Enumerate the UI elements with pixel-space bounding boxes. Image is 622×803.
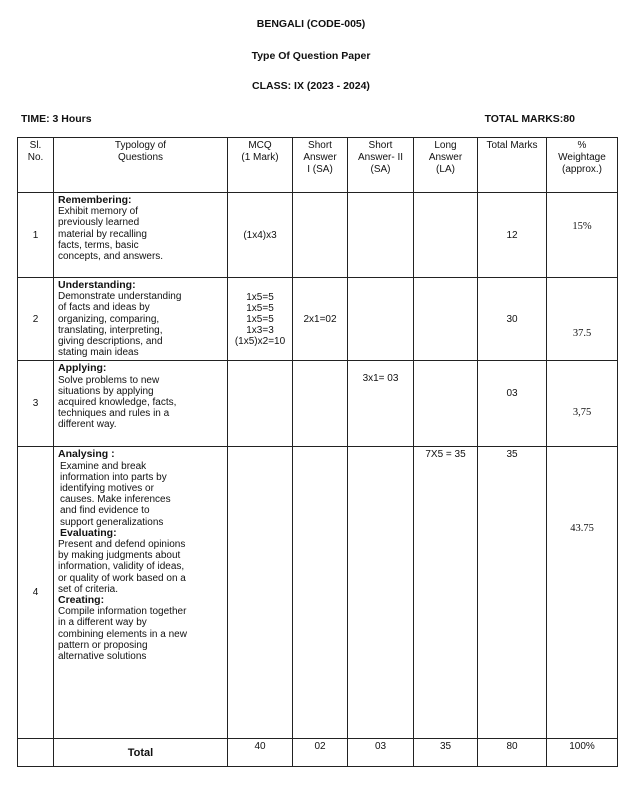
header-mcq-line: (1 Mark) [241,152,279,163]
mcq-line: (1x4)x3 [243,229,277,241]
header-weight-line: % [577,140,587,151]
typology-line: concepts, and answers. [58,251,164,263]
typology-line: or quality of work based on a [58,572,186,584]
row-sa1: 2x1=02 [293,278,348,361]
typology-heading: Analysing : [58,448,115,461]
typology-line: Exhibit memory of [58,206,139,218]
row-mcq [228,447,293,739]
typology-line: acquired knowledge, facts, [58,397,177,409]
table-row [18,361,618,447]
row-typology [54,278,228,361]
total-row-sl [18,739,54,767]
total-row [18,739,618,767]
total-la: 35 [414,739,478,767]
header-sl-line: Sl. [29,140,42,151]
typology-line: identifying motives or [60,483,154,495]
typology-line: of facts and ideas by [58,302,150,314]
blueprint-table [17,137,618,767]
row-sl: 3 [18,361,54,447]
typology-line: support generalizations [60,516,164,528]
typology-line: organizing, comparing, [58,313,160,325]
header-weight-line: (approx.) [561,164,602,175]
header-row [18,138,618,193]
header-sa1-line: Short [308,140,332,151]
typology-line: information, validity of ideas, [58,561,185,573]
typology-line: techniques and rules in a [58,408,170,420]
typology-line: pattern or proposing [58,639,148,651]
header-total-line: Total Marks [486,140,538,151]
header-mcq [228,138,293,193]
typology-line: translating, interpreting, [58,324,163,336]
typology-line: combining elements in a new [58,628,187,640]
typology-line: information into parts by [60,471,167,483]
row-sa1 [293,193,348,278]
total-label: Total [54,739,228,767]
table-row [18,193,618,278]
mcq-line: 1x5=5 [246,303,274,314]
row-mcq [228,278,293,361]
mcq-line: 1x5=5 [246,314,274,325]
typology-line: alternative solutions [58,651,147,663]
header-sa2-line: Short [368,140,393,151]
header-sa2 [348,138,414,193]
header-weight-line: Weightage [558,152,606,163]
typology-line: Present and defend opinions [58,539,186,551]
row-sl: 1 [18,193,54,278]
row-sa1 [293,361,348,447]
row-la [414,361,478,447]
header-weightage [547,138,618,193]
header-sa2-line: Answer- II [357,152,403,163]
typology-line: facts, terms, basic [58,239,139,251]
row-la [414,278,478,361]
header-mcq-line: MCQ [248,140,272,151]
header-sa1-line: Answer [303,152,337,163]
typology-line: set of criteria. [58,583,119,595]
typology-line: Demonstrate understanding [58,291,182,303]
table-row [18,278,618,361]
header-la-line: Long [434,140,457,151]
typology-line: causes. Make inferences [60,494,171,506]
total-weightage: 100% [547,739,618,767]
row-mcq [228,193,293,278]
row-weightage: 37.5 [547,278,618,361]
row-la: 7X5 = 35 [414,447,478,739]
row-sa2 [348,193,414,278]
typology-line: Compile information together [58,606,187,618]
row-weightage: 43.75 [547,447,618,739]
header-sa1-line: I (SA) [307,164,333,175]
row-la [414,193,478,278]
typology-heading: Evaluating: [60,526,117,539]
mcq-line: 1x5=5 [246,292,274,303]
paper-type-title: Type Of Question Paper [251,50,371,62]
time-label: TIME: 3 Hours [21,113,92,125]
row-typology [54,361,228,447]
mcq-line: (1x5)x2=10 [234,336,286,347]
header-typology-line: Typology of [114,140,167,151]
row-typology [54,193,228,278]
typology-line: by making judgments about [58,550,181,562]
table-row [18,447,618,739]
total-mcq: 40 [228,739,293,767]
header-la-line: Answer [428,152,463,163]
row-weightage: 15% [547,193,618,278]
header-typology-line: Questions [117,152,164,163]
typology-heading: Applying: [58,362,107,375]
row-typology [54,447,228,739]
typology-heading: Creating: [58,594,105,607]
class-title: CLASS: IX (2023 - 2024) [252,80,370,92]
subject-title: BENGALI (CODE-005) [256,18,366,30]
row-total: 30 [478,278,547,361]
typology-line: Examine and break [60,460,147,472]
typology-line: stating main ideas [58,347,139,359]
typology-line: material by recalling [58,228,147,240]
header-sa2-line: (SA) [370,164,391,175]
typology-heading: Understanding: [58,279,136,291]
total-sa1: 02 [293,739,348,767]
typology-line: situations by applying [58,385,154,397]
header-typology [54,138,228,193]
typology-line: Solve problems to new [58,374,160,386]
row-sa2: 3x1= 03 [348,361,414,447]
total-sa2: 03 [348,739,414,767]
row-total: 35 [478,447,547,739]
total-marks: 80 [478,739,547,767]
typology-line: in a different way by [58,617,147,629]
row-sl: 4 [18,447,54,739]
typology-line: previously learned [58,217,140,229]
row-sl: 2 [18,278,54,361]
header-sa1 [293,138,348,193]
header-la-line: (LA) [436,164,455,175]
header-sl [18,138,54,193]
row-weightage: 3,75 [547,361,618,447]
header-sl-line: No. [27,152,44,163]
typology-heading: Remembering: [58,194,132,206]
row-total: 03 [478,361,547,447]
total-marks-label: TOTAL MARKS:80 [484,113,575,125]
row-total: 12 [478,193,547,278]
row-sa2 [348,278,414,361]
typology-line: giving descriptions, and [58,336,163,348]
mcq-line: 1x3=3 [246,325,274,336]
typology-line: and find evidence to [60,505,150,517]
header-la [414,138,478,193]
row-sa1 [293,447,348,739]
row-sa2 [348,447,414,739]
typology-line: different way. [58,419,117,431]
row-mcq [228,361,293,447]
header-total-marks [478,138,547,193]
